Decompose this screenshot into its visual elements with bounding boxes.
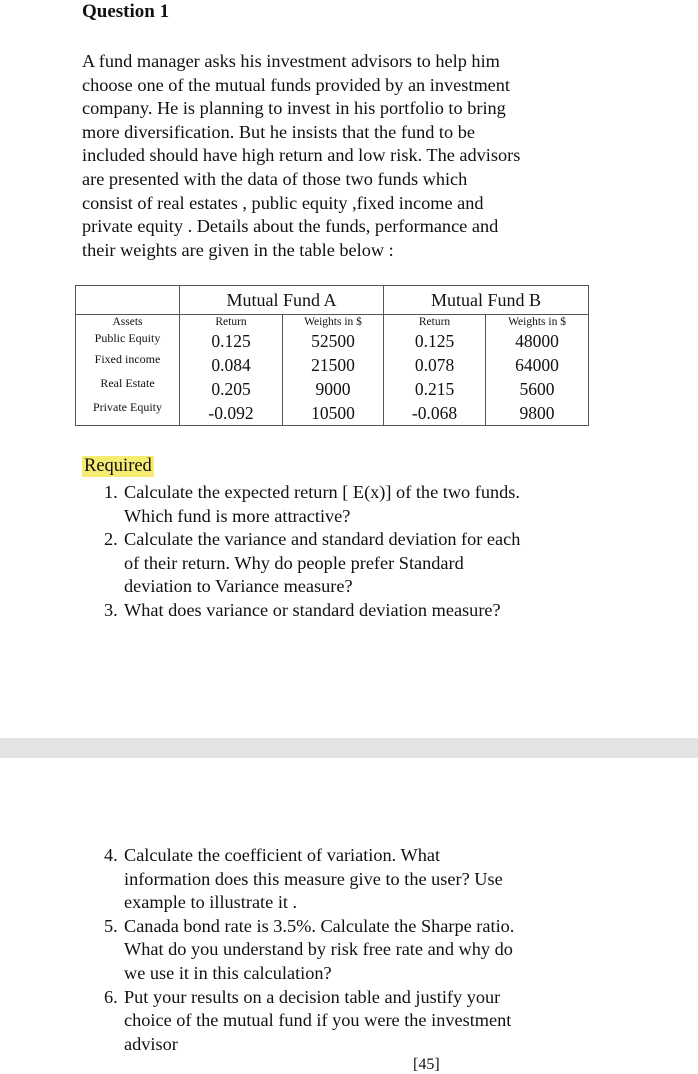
fund-b-weights-column bbox=[486, 315, 589, 426]
question-line: of their return. Why do people prefer Standard bbox=[124, 552, 464, 573]
question-line: information does this measure give to the user? Use bbox=[124, 868, 503, 889]
weight-value: 9800 bbox=[519, 403, 555, 423]
asset-name: Real Estate bbox=[100, 376, 155, 390]
funds-table bbox=[75, 285, 589, 426]
weight-value: 48000 bbox=[515, 331, 559, 351]
intro-line: company. He is planning to invest in his portfolio to bring bbox=[82, 98, 506, 119]
assets-column bbox=[76, 315, 180, 426]
page-separator bbox=[0, 738, 698, 758]
intro-line: more diversification. But he insists that the fund to be bbox=[82, 121, 475, 142]
question-title: Question 1 bbox=[82, 1, 170, 22]
weight-value: 9000 bbox=[315, 379, 351, 399]
weights-header: Weights in $ bbox=[304, 316, 362, 328]
return-header: Return bbox=[215, 316, 247, 328]
intro-paragraph bbox=[82, 50, 602, 262]
intro-line: choose one of the mutual funds provided by an investment bbox=[82, 74, 510, 95]
question-list-part1 bbox=[104, 481, 594, 623]
intro-line: included should have high return and low risk. The advisors bbox=[82, 145, 521, 166]
question-item bbox=[104, 915, 594, 986]
question-item bbox=[104, 599, 594, 623]
question-item bbox=[104, 481, 594, 528]
asset-name: Private Equity bbox=[93, 400, 162, 414]
weight-value: 64000 bbox=[515, 355, 559, 375]
table-corner-cell bbox=[76, 286, 180, 315]
question-list-part2 bbox=[104, 844, 594, 1056]
question-line: What does variance or standard deviation measure? bbox=[124, 599, 501, 620]
return-header: Return bbox=[418, 316, 451, 328]
question-line: Which fund is more attractive? bbox=[124, 505, 351, 526]
weight-value: 52500 bbox=[311, 331, 355, 351]
weight-value: 5600 bbox=[519, 379, 555, 399]
question-line: Calculate the coefficient of variation. What bbox=[124, 845, 441, 865]
question-line: Calculate the variance and standard deviation for each bbox=[124, 529, 521, 550]
intro-line: consist of real estates , public equity ,fixed income and bbox=[82, 192, 484, 213]
fund-b-header: Mutual Fund B bbox=[384, 286, 589, 315]
table-body-row bbox=[76, 315, 589, 426]
assets-header: Assets bbox=[112, 316, 143, 328]
return-value: 0.125 bbox=[211, 331, 251, 351]
fund-b-return-column bbox=[384, 315, 486, 426]
question-line: What do you understand by risk free rate and why do bbox=[124, 939, 513, 960]
weight-value: 10500 bbox=[311, 403, 355, 423]
weight-value: 21500 bbox=[311, 355, 355, 375]
return-value: 0.215 bbox=[414, 379, 455, 399]
marks-label: [45] bbox=[413, 1056, 440, 1073]
question-item bbox=[104, 844, 594, 915]
question-line: example to illustrate it . bbox=[124, 892, 298, 913]
question-number: 2. bbox=[104, 529, 118, 550]
required-label: Required bbox=[84, 456, 152, 476]
asset-name: Public Equity bbox=[94, 331, 161, 345]
question-line: choice of the mutual fund if you were the investment bbox=[124, 1010, 512, 1031]
question-line: deviation to Variance measure? bbox=[124, 576, 353, 597]
return-value: 0.084 bbox=[211, 355, 251, 375]
intro-line: A fund manager asks his investment advisors to help him bbox=[82, 51, 500, 71]
weights-header: Weights in $ bbox=[508, 316, 566, 328]
question-line: Put your results on a decision table and justify your bbox=[124, 986, 501, 1007]
return-value: -0.092 bbox=[208, 403, 254, 423]
question-item bbox=[104, 986, 594, 1057]
question-number: 1. bbox=[104, 482, 118, 502]
question-line: Calculate the expected return [ E(x)] of the two funds. bbox=[124, 482, 520, 502]
return-value: 0.125 bbox=[414, 331, 455, 351]
intro-line: their weights are given in the table below : bbox=[82, 239, 394, 260]
question-line: Canada bond rate is 3.5%. Calculate the Sharpe ratio. bbox=[124, 915, 515, 936]
question-line: advisor bbox=[124, 1033, 178, 1054]
fund-a-header: Mutual Fund A bbox=[180, 286, 384, 315]
question-number: 3. bbox=[104, 599, 118, 620]
question-number: 4. bbox=[104, 845, 118, 865]
question-number: 6. bbox=[104, 986, 118, 1007]
asset-name: Fixed income bbox=[94, 352, 161, 366]
return-value: -0.068 bbox=[411, 403, 458, 423]
question-line: we use it in this calculation? bbox=[124, 962, 332, 983]
intro-line: are presented with the data of those two funds which bbox=[82, 168, 468, 189]
question-number: 5. bbox=[104, 915, 118, 936]
fund-a-return-column bbox=[180, 315, 283, 426]
fund-a-weights-column bbox=[283, 315, 384, 426]
intro-line: private equity . Details about the funds, performance and bbox=[82, 216, 499, 237]
question-item bbox=[104, 528, 594, 599]
return-value: 0.205 bbox=[211, 379, 251, 399]
return-value: 0.078 bbox=[414, 355, 455, 375]
